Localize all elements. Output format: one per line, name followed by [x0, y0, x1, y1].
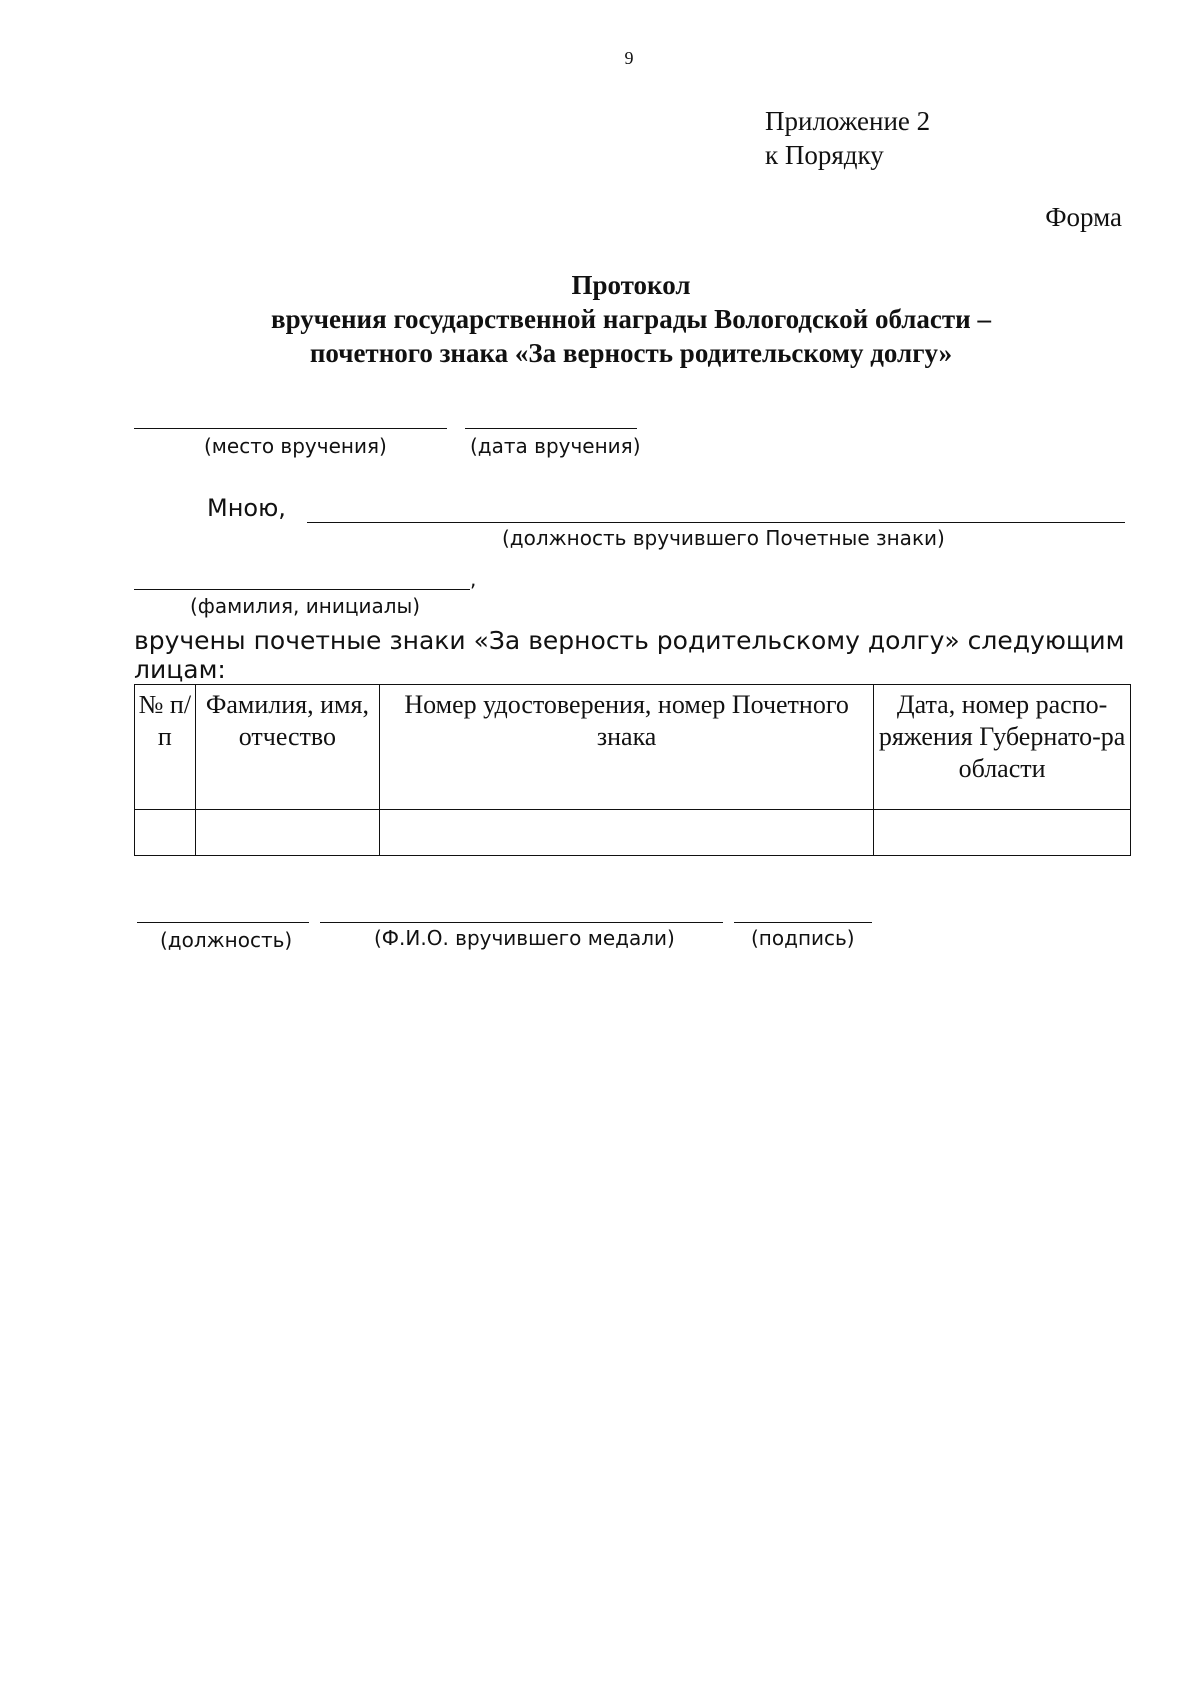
surname-caption: (фамилия, инициалы): [190, 594, 421, 618]
header-number: № п/п: [135, 685, 196, 810]
cell-order-date[interactable]: [874, 810, 1131, 856]
place-caption: (место вручения): [204, 434, 387, 458]
signature-sign-line[interactable]: [734, 922, 872, 923]
document-title: [0, 268, 1200, 370]
title-line-1: Протокол: [571, 270, 691, 300]
table-row: [135, 810, 1131, 856]
signature-position-caption: (должность): [160, 928, 293, 952]
date-caption: (дата вручения): [470, 434, 641, 458]
table-header-row: [135, 685, 1131, 810]
place-line[interactable]: [134, 428, 447, 429]
title-line-2: вручения государственной награды Вологодской области –: [271, 304, 991, 334]
title-line-3: почетного знака «За верность родительскому долгу»: [309, 338, 953, 368]
by-me-label: Мною,: [207, 494, 286, 522]
cell-number[interactable]: [135, 810, 196, 856]
signature-fio-line[interactable]: [320, 922, 723, 923]
header-order-date: Дата, номер распо-ряжения Губернато-ра области: [874, 685, 1131, 810]
surname-comma: ,: [470, 567, 477, 591]
appendix-line-1: Приложение 2: [765, 106, 931, 136]
position-line[interactable]: [307, 522, 1125, 523]
position-caption: (должность вручившего Почетные знаки): [502, 526, 945, 550]
surname-line[interactable]: [134, 589, 470, 590]
header-full-name: Фамилия, имя, отчество: [195, 685, 379, 810]
awarded-sentence: вручены почетные знаки «За верность родительскому долгу» следующим лицам:: [134, 626, 1125, 684]
cell-full-name[interactable]: [195, 810, 379, 856]
appendix-block: [765, 104, 930, 172]
signature-fio-caption: (Ф.И.О. вручившего медали): [374, 926, 675, 950]
cell-certificate-number[interactable]: [380, 810, 874, 856]
header-certificate-number: Номер удостоверения, номер Почетного знака: [380, 685, 874, 810]
signature-position-line[interactable]: [137, 922, 309, 923]
signature-sign-caption: (подпись): [751, 926, 855, 950]
awards-table: [134, 684, 1131, 856]
page-number: 9: [624, 48, 634, 68]
appendix-line-2: к Порядку: [765, 140, 884, 170]
form-label: Форма: [1045, 202, 1122, 232]
date-line[interactable]: [465, 428, 637, 429]
